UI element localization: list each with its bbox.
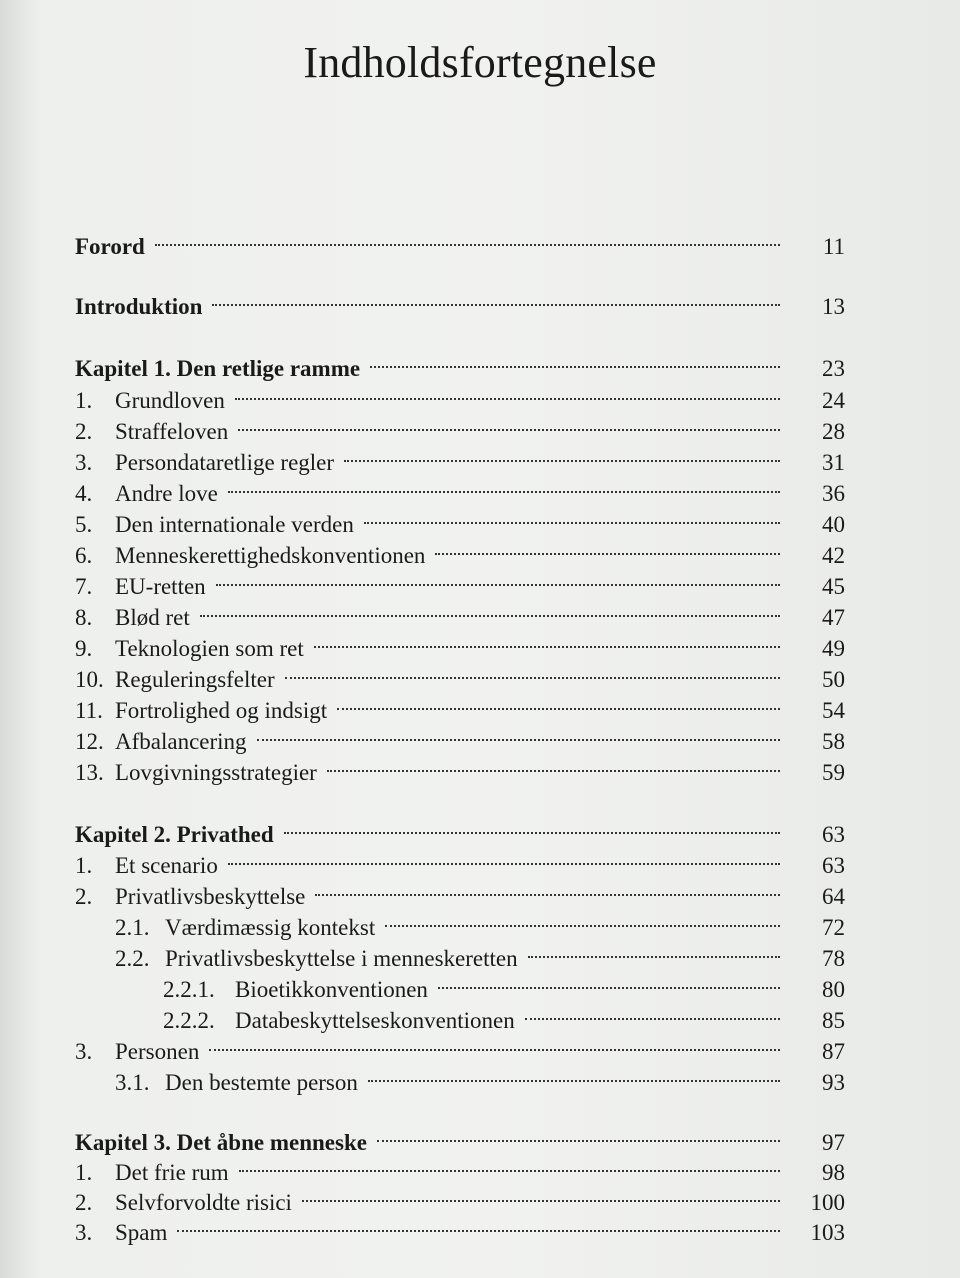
toc-entry-number: 2. — [75, 884, 93, 909]
toc-entry-label: Kapitel 3. Det åbne menneske — [75, 1130, 367, 1155]
dot-leader — [284, 802, 780, 834]
toc-entry-number: 2.2. — [115, 946, 150, 971]
toc-entry-number: 7. — [75, 574, 93, 599]
dot-leader — [435, 523, 780, 555]
toc-entry-label: Privatlivsbeskyttelse i menneskeretten — [165, 946, 518, 971]
dot-leader — [177, 1200, 780, 1232]
page-title: Indholdsfortegnelse — [303, 38, 657, 88]
toc-entry-label: Forord — [75, 234, 145, 259]
toc-entry-label: Personen — [115, 1039, 200, 1064]
toc-entry-page: 64 — [822, 884, 845, 909]
dot-leader — [285, 647, 780, 679]
toc-entry-label: Bioetikkonventionen — [235, 977, 428, 1002]
toc-entry-label: Teknologien som ret — [115, 636, 304, 661]
toc-entry-page: 59 — [822, 760, 845, 785]
toc-entry-page: 47 — [822, 605, 845, 630]
toc-entry-number: 12. — [75, 729, 104, 754]
toc-entry-label: Spam — [115, 1220, 168, 1245]
toc-entry-label: EU-retten — [115, 574, 206, 599]
toc-entry-page: 63 — [822, 853, 845, 878]
toc-entry — [75, 1208, 845, 1245]
toc-entry-page: 63 — [822, 822, 845, 847]
toc-entry-page: 49 — [822, 636, 845, 661]
toc-entry-label: Selvforvoldte risici — [115, 1190, 292, 1215]
toc-entry-page: 31 — [822, 450, 845, 475]
toc-entry-number: 2.1. — [115, 915, 150, 940]
toc-entry-label: Værdimæssig kontekst — [165, 915, 376, 940]
dot-leader — [302, 1170, 780, 1202]
toc-entry-page: 97 — [822, 1130, 845, 1155]
toc-entry-label: Reguleringsfelter — [115, 667, 275, 692]
toc-entry-page: 87 — [822, 1039, 845, 1064]
dot-leader — [235, 368, 780, 400]
dot-leader — [212, 274, 780, 306]
toc-entry-label: Kapitel 2. Privathed — [75, 822, 274, 847]
toc-entry-label: Privatlivsbeskyttelse — [115, 884, 306, 909]
dot-leader — [528, 926, 780, 958]
dot-leader — [438, 957, 780, 989]
toc-entry-label: Menneskerettighedskonventionen — [115, 543, 426, 568]
toc-entry-page: 78 — [822, 946, 845, 971]
toc-entry-label: Kapitel 1. Den retlige ramme — [75, 356, 361, 381]
toc-entry-page: 24 — [822, 388, 845, 413]
toc-entry-page: 54 — [822, 698, 845, 723]
toc-entry-number: 8. — [75, 605, 93, 630]
toc-entry-number: 10. — [75, 667, 104, 692]
dot-leader — [228, 461, 780, 493]
toc-entry-page: 45 — [822, 574, 845, 599]
toc-entry-page: 42 — [822, 543, 845, 568]
toc-entry-page: 72 — [822, 915, 845, 940]
toc-entry-page: 85 — [822, 1008, 845, 1033]
toc-entry-page: 23 — [822, 356, 845, 381]
toc-entry-number: 2.2.2. — [163, 1008, 215, 1033]
toc-entry-number: 3.1. — [115, 1070, 150, 1095]
toc-entry-page: 11 — [822, 234, 845, 259]
toc-entry-label: Blød ret — [115, 605, 190, 630]
toc-entry-label: Afbalancering — [115, 729, 247, 754]
toc-entry-label: Persondataretlige regler — [115, 450, 335, 475]
dot-leader — [370, 336, 780, 368]
toc-entry-label: Det frie rum — [115, 1160, 229, 1185]
dot-leader — [239, 1140, 780, 1172]
toc-entry-number: 3. — [75, 1220, 93, 1245]
dot-leader — [155, 214, 780, 246]
toc-entry-label: Lovgivningsstrategier — [115, 760, 317, 785]
toc-entry-number: 4. — [75, 481, 93, 506]
dot-leader — [228, 833, 780, 865]
dot-leader — [525, 988, 780, 1020]
dot-leader — [200, 585, 780, 617]
toc-entry-number: 2. — [75, 419, 93, 444]
dot-leader — [238, 399, 780, 431]
toc-entry-number: 1. — [75, 388, 93, 413]
toc-entry — [75, 748, 845, 785]
toc-entry-page: 28 — [822, 419, 845, 444]
dot-leader — [377, 1110, 780, 1142]
toc-entry-label: Fortrolighed og indsigt — [115, 698, 328, 723]
dot-leader — [337, 678, 780, 710]
toc-entry — [75, 222, 845, 259]
dot-leader — [368, 1050, 780, 1082]
toc-entry-number: 11. — [75, 698, 103, 723]
toc-entry-number: 6. — [75, 543, 93, 568]
dot-leader — [344, 430, 780, 462]
toc-entry-page: 98 — [822, 1160, 845, 1185]
toc-entry-label: Den bestemte person — [165, 1070, 358, 1095]
dot-leader — [257, 709, 780, 741]
toc-entry-label: Databeskyttelseskonventionen — [235, 1008, 515, 1033]
toc-entry-label: Grundloven — [115, 388, 225, 413]
toc-entry-page: 93 — [822, 1070, 845, 1095]
dot-leader — [327, 740, 780, 772]
toc-entry-number: 9. — [75, 636, 93, 661]
toc-entry-label: Andre love — [115, 481, 218, 506]
toc-entry-label: Introduktion — [75, 294, 203, 319]
toc-entry-page: 13 — [822, 294, 845, 319]
dot-leader — [385, 895, 780, 927]
toc-entry-page: 80 — [822, 977, 845, 1002]
toc-entry — [75, 282, 845, 319]
toc-entry-number: 2.2.1. — [163, 977, 215, 1002]
toc-entry-number: 1. — [75, 1160, 93, 1185]
toc-entry-page: 100 — [810, 1190, 845, 1215]
toc-entry-label: Den internationale verden — [115, 512, 354, 537]
toc-entry-number: 13. — [75, 760, 104, 785]
toc-entry-page: 103 — [810, 1220, 845, 1245]
toc-entry-page: 40 — [822, 512, 845, 537]
dot-leader — [364, 492, 780, 524]
toc-entry — [75, 1058, 845, 1095]
toc-entry-number: 2. — [75, 1190, 93, 1215]
toc-entry-number: 5. — [75, 512, 93, 537]
toc-entry-page: 58 — [822, 729, 845, 754]
toc-entry-number: 1. — [75, 853, 93, 878]
dot-leader — [216, 554, 780, 586]
toc-entry-label: Et scenario — [115, 853, 218, 878]
dot-leader — [315, 864, 780, 896]
toc-entry-number: 3. — [75, 1039, 93, 1064]
toc-entry-page: 36 — [822, 481, 845, 506]
dot-leader — [209, 1019, 780, 1051]
toc-entry-number: 3. — [75, 450, 93, 475]
toc-entry-label: Straffeloven — [115, 419, 229, 444]
toc-entry-page: 50 — [822, 667, 845, 692]
dot-leader — [314, 616, 780, 648]
